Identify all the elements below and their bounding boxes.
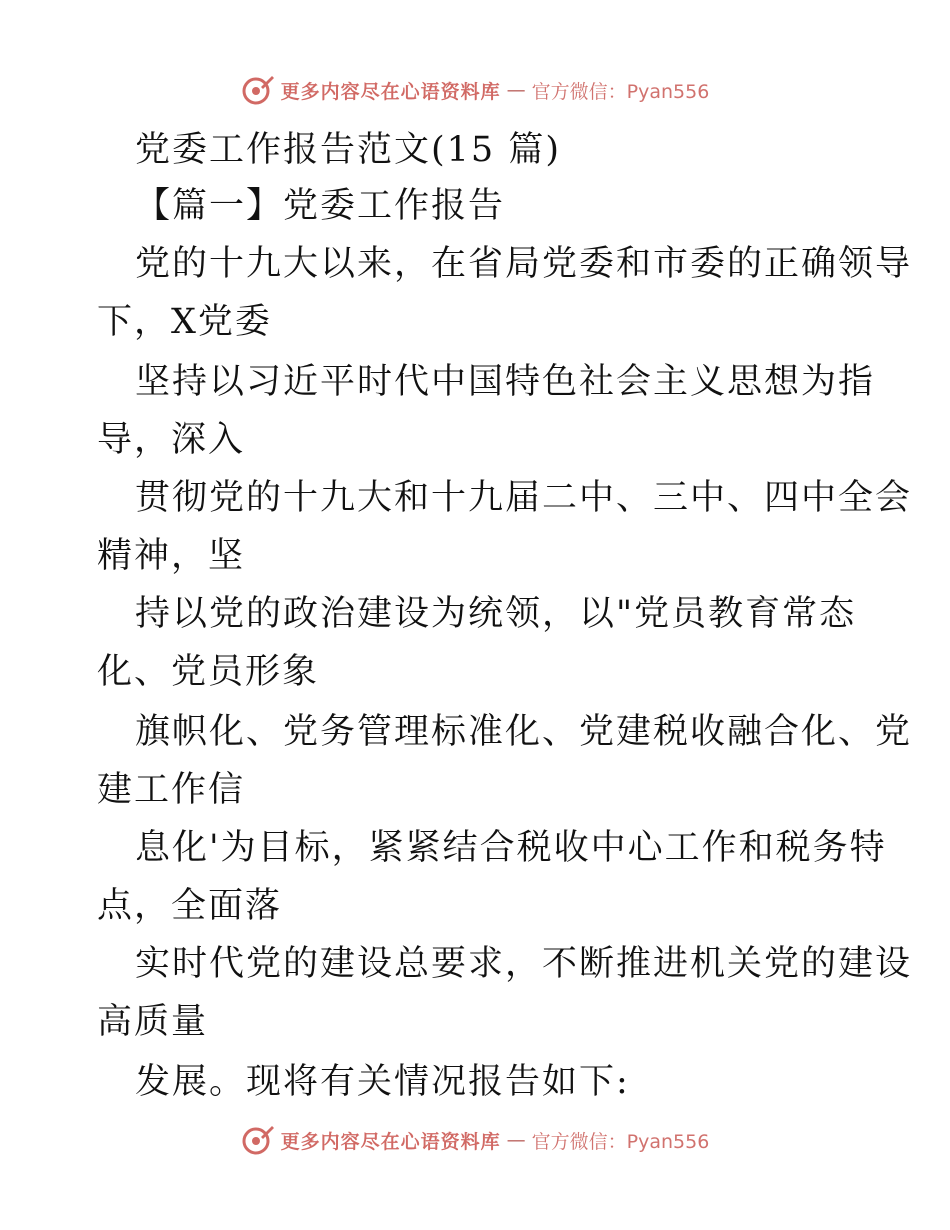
- paragraph-line: 建工作信: [97, 770, 246, 810]
- watermark-contact: 官方微信：Pyan556: [531, 80, 710, 103]
- paragraph-line: 精神，坚: [97, 536, 246, 576]
- paragraph-line: 化、党员形象: [97, 652, 320, 692]
- document-title: 党委工作报告范文(15 篇): [135, 130, 561, 170]
- paragraph-line: 导，深入: [97, 420, 246, 460]
- watermark-separator: —: [506, 79, 526, 101]
- pen-nib-logo-icon: [241, 73, 275, 107]
- header-watermark: [0, 70, 950, 110]
- watermark-separator: —: [506, 1129, 526, 1151]
- paragraph-line: 持以党的政治建设为统领，以"党员教育常态: [135, 594, 857, 634]
- paragraph-line: 点，全面落: [97, 886, 283, 926]
- paragraph-line: 下，X党委: [97, 302, 272, 342]
- section-heading: 【篇一】党委工作报告: [135, 186, 506, 226]
- paragraph-line: 党的十九大以来，在省局党委和市委的正确领导: [135, 244, 913, 284]
- pen-nib-logo-icon: [241, 1123, 275, 1157]
- paragraph-line: 息化'为目标，紧紧结合税收中心工作和税务特: [135, 828, 887, 868]
- paragraph-line: 旗帜化、党务管理标准化、党建税收融合化、党: [135, 712, 913, 752]
- paragraph-line: 高质量: [97, 1002, 209, 1042]
- paragraph-line: 实时代党的建设总要求，不断推进机关党的建设: [135, 944, 913, 984]
- paragraph-line: 贯彻党的十九大和十九届二中、三中、四中全会: [135, 478, 913, 518]
- paragraph-line: 坚持以习近平时代中国特色社会主义思想为指: [135, 362, 876, 402]
- footer-watermark: [0, 1120, 950, 1160]
- paragraph-line: 发展。现将有关情况报告如下:: [135, 1062, 630, 1102]
- watermark-brand: 更多内容尽在心语资料库: [280, 80, 501, 103]
- watermark-contact: 官方微信：Pyan556: [531, 1130, 710, 1153]
- watermark-brand: 更多内容尽在心语资料库: [280, 1130, 501, 1153]
